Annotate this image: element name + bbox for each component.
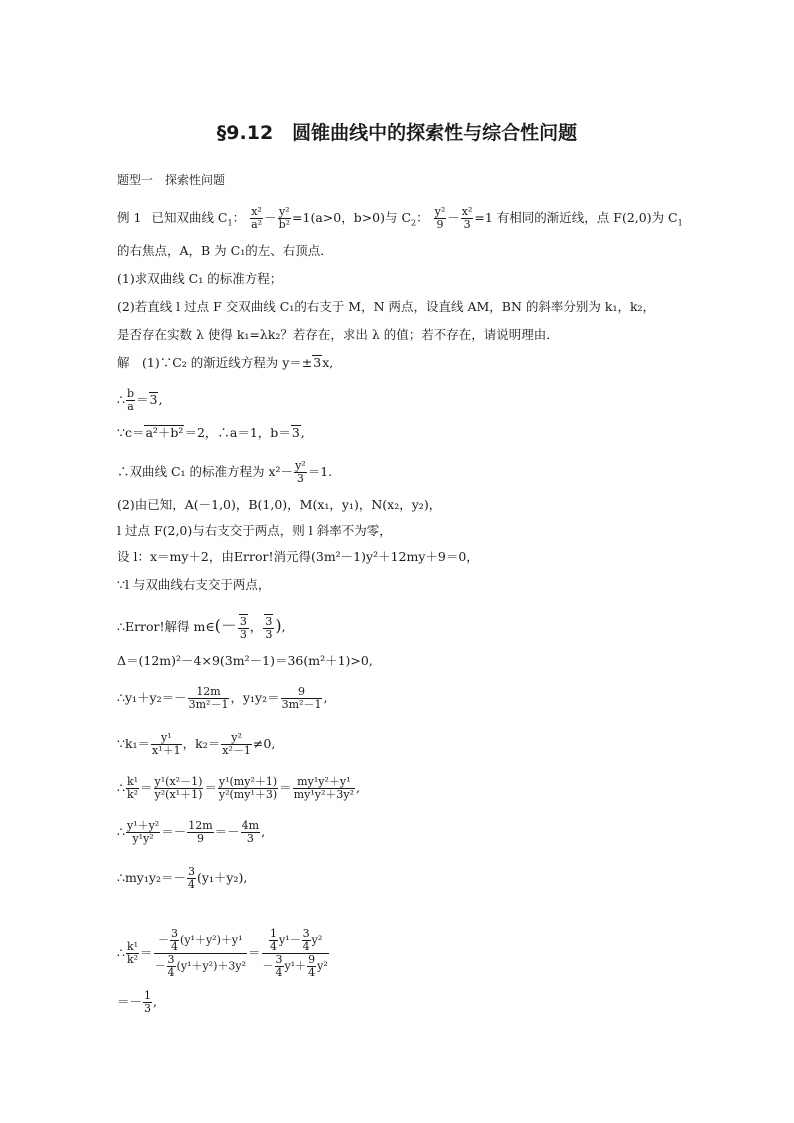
frac-den: 4 (187, 878, 195, 891)
fraction (221, 732, 252, 757)
paren: ) (275, 616, 282, 635)
solution-line-6: l 过点 F(2,0)与右支交于两点，则 l 斜率不为零， (117, 523, 392, 538)
fraction (188, 686, 230, 711)
frac-num: y¹＋y² (126, 819, 160, 832)
frac-den: 9 (196, 832, 204, 845)
question-2a: (2)若直线 l 过点 F 交双曲线 C₁的右支于 M，N 两点，设直线 AM，BN 的斜率分别为 k₁，k₂， (117, 299, 656, 314)
text: ＝－ (117, 994, 143, 1009)
text: ＝2，∴a＝1，b＝ (184, 425, 291, 440)
text: y² (317, 959, 328, 973)
frac-den: 4 (275, 966, 283, 979)
text: ∴ (117, 945, 125, 960)
frac-num: 3 (167, 953, 175, 966)
text: ∴ (117, 392, 125, 407)
text: y¹＋ (284, 959, 307, 973)
text: ∴双曲线 C₁ 的标准方程为 x²－ (117, 464, 294, 479)
frac-den: 4 (302, 940, 310, 953)
text: y¹－ (279, 933, 301, 947)
sqrt: 3 (149, 392, 158, 407)
frac-num: 3 (187, 865, 195, 878)
solution-line-17 (117, 990, 157, 1015)
text: ， (249, 619, 263, 634)
colon: ： (232, 210, 246, 225)
fraction (241, 820, 260, 845)
text: , (281, 619, 286, 634)
frac-num (262, 928, 329, 954)
solution-line-13 (117, 776, 360, 801)
fraction (154, 776, 204, 801)
sqrt: 3 (239, 615, 247, 628)
frac-den: 3 (144, 1002, 152, 1015)
example-lead: 已知双曲线 C (151, 210, 228, 225)
fraction (269, 928, 278, 953)
solution-line-3 (117, 425, 305, 441)
frac-den: 3m²－1 (281, 698, 322, 711)
fraction-sqrt3-3 (263, 614, 274, 641)
frac-num: y¹ (151, 732, 182, 745)
text: ∵c＝ (117, 425, 145, 440)
question-1: (1)求双曲线 C₁ 的标准方程； (117, 271, 283, 286)
subscript: 1 (227, 218, 233, 228)
frac-num: 1 (270, 927, 278, 940)
text: x, (322, 355, 334, 370)
frac-den: k² (126, 953, 139, 966)
sqrt: 3 (265, 615, 273, 628)
frac-num: 9 (281, 686, 323, 699)
solution-line-12 (117, 732, 275, 757)
frac-den: 3m²－1 (188, 698, 229, 711)
solution-line-4 (117, 460, 332, 485)
frac-num (238, 614, 249, 629)
frac-den: a² (251, 218, 263, 231)
minus-sign: － (264, 210, 277, 225)
frac-num: y¹(my²＋1) (218, 775, 278, 788)
frac-num: my¹y²＋y¹ (293, 776, 355, 789)
example-line-1 (117, 206, 683, 232)
frac-num: 4m (241, 819, 260, 832)
text: (y₁＋y₂), (196, 870, 248, 885)
example-label: 例 1 (117, 210, 142, 225)
frac-den: y²(my¹＋3) (218, 788, 278, 801)
fraction-y2-b2 (278, 206, 291, 231)
fraction (170, 928, 179, 953)
text: =1 有相同的渐近线，点 F(2,0)为 C (474, 210, 678, 225)
frac-den: 3 (463, 218, 471, 231)
frac-den: b² (278, 218, 291, 231)
fraction (275, 954, 284, 979)
fraction (187, 820, 213, 845)
text: (y¹＋y²)＋y¹ (180, 933, 243, 947)
text: ∴ (117, 824, 125, 839)
sqrt: 3 (313, 355, 322, 370)
subscript: 1 (677, 218, 683, 228)
frac-num: 9 (308, 953, 316, 966)
frac-num: y² (295, 459, 306, 472)
fraction-sqrt3-3 (238, 614, 249, 641)
frac-den (262, 954, 329, 979)
frac-den: 4 (171, 940, 179, 953)
solution-line-9 (117, 614, 286, 641)
frac-num: y² (278, 205, 290, 218)
text: , (153, 994, 157, 1009)
solution-line-16 (117, 928, 330, 979)
frac-den: 3 (265, 628, 273, 641)
frac-num: x² (251, 205, 262, 218)
text: ＝ (279, 780, 292, 795)
fraction (187, 866, 196, 891)
fraction-b-a (126, 388, 135, 413)
text: ，y₁y₂＝ (230, 690, 280, 705)
text: ＝ (248, 945, 261, 960)
text: (y¹＋y²)＋3y² (176, 959, 247, 973)
text: ＝ (140, 780, 153, 795)
page-title: §9.12 圆锥曲线中的探索性与综合性问题 (216, 122, 578, 144)
fraction-x2-a2 (250, 206, 263, 231)
frac-den: 3 (246, 832, 254, 845)
frac-num: 3 (171, 927, 179, 940)
frac-den: y¹y² (132, 832, 154, 845)
frac-num: k¹ (126, 775, 139, 788)
frac-num: y¹(x²－1) (154, 775, 203, 788)
fraction (218, 776, 278, 801)
text: ∴y₁＋y₂＝－ (117, 690, 187, 705)
frac-num: y² (221, 732, 252, 745)
text: ∴ (117, 780, 125, 795)
text: =1(a>0，b>0)与 C (292, 210, 412, 225)
paren: (－ (214, 616, 237, 635)
frac-num: 12m (188, 686, 230, 699)
frac-num: k¹ (126, 940, 139, 953)
solution-line-14 (117, 820, 265, 845)
fraction (167, 954, 176, 979)
text: ＝ (136, 392, 149, 407)
frac-den: x¹＋1 (152, 744, 181, 757)
frac-den: 4 (167, 966, 175, 979)
fraction (126, 820, 160, 845)
frac-den: 3 (239, 628, 247, 641)
text: ∵k₁＝ (117, 736, 151, 751)
solution-line-2 (117, 388, 162, 413)
solution-line-8: ∵l 与双曲线右支交于两点， (117, 577, 271, 592)
frac-num: y² (434, 205, 446, 218)
compound-fraction (154, 928, 247, 979)
solution-line-5: (2)由已知，A(－1,0)，B(1,0)，M(x₁，y₁)，N(x₂，y₂)， (117, 497, 442, 512)
text: ＝－ (214, 824, 240, 839)
text: ＝－ (161, 824, 187, 839)
colon: ： (416, 210, 429, 225)
frac-den: a (127, 400, 134, 413)
text: ∴Error!解得 m∈ (117, 619, 215, 634)
frac-den: 9 (436, 218, 444, 231)
frac-num: 1 (144, 989, 152, 1002)
frac-num (263, 614, 274, 629)
fraction (143, 990, 152, 1015)
text: 解 (1)∵C₂ 的渐近线方程为 y＝± (117, 355, 313, 370)
minus-sign: － (447, 210, 460, 225)
frac-den: my¹y²＋3y² (293, 788, 354, 801)
text: － (262, 959, 274, 973)
solution-line-15 (117, 866, 247, 891)
fraction-y2-9 (434, 206, 447, 231)
fraction (281, 686, 323, 711)
question-2b: 是否存在实数 λ 使得 k₁=λk₂？若存在，求出 λ 的值；若不存在，请说明理由． (117, 327, 559, 342)
text: , (355, 780, 360, 795)
fraction (126, 776, 139, 801)
frac-den (154, 954, 247, 979)
fraction-x2-3 (461, 206, 474, 231)
text: y² (311, 933, 323, 947)
compound-fraction (262, 928, 329, 979)
sqrt: a²＋b² (145, 425, 184, 440)
frac-den: k² (126, 788, 139, 801)
text: ，k₂＝ (182, 736, 221, 751)
frac-num: 3 (302, 927, 310, 940)
solution-line-7: 设 l：x＝my＋2，由Error!消元得(3m²－1)y²＋12my＋9＝0， (117, 549, 479, 564)
solution-line-11 (117, 686, 327, 711)
frac-num: b (126, 387, 134, 400)
text: － (158, 933, 170, 947)
fraction (151, 732, 182, 757)
example-line-2: 的右焦点，A，B 为 C₁的左、右顶点． (117, 243, 333, 258)
frac-den: 4 (308, 966, 316, 979)
fraction-y2-3 (294, 460, 307, 485)
text: － (154, 959, 166, 973)
text: ＝ (204, 780, 217, 795)
text: ＝1. (307, 464, 333, 479)
text: , (158, 392, 163, 407)
text: , (300, 425, 305, 440)
section-heading: 题型一 探索性问题 (117, 173, 226, 187)
text: ∴my₁y₂＝－ (117, 870, 186, 885)
frac-den: y²(x¹＋1) (154, 788, 203, 801)
frac-den: x²－1 (222, 744, 251, 757)
frac-num: 12m (188, 819, 213, 832)
frac-den: 4 (270, 940, 278, 953)
frac-num: 3 (275, 953, 283, 966)
subscript: 2 (411, 218, 417, 228)
frac-den: 3 (296, 472, 304, 485)
text: , (261, 824, 266, 839)
fraction (302, 928, 311, 953)
frac-num: x² (461, 205, 473, 218)
fraction (293, 776, 355, 801)
fraction (126, 941, 139, 966)
frac-num (154, 928, 247, 954)
fraction (307, 954, 316, 979)
solution-line-10: Δ＝(12m)²－4×9(3m²－1)＝36(m²＋1)>0, (117, 653, 373, 668)
text: , (323, 690, 328, 705)
sqrt: 3 (291, 425, 300, 440)
solution-line-1 (117, 355, 333, 371)
text: ＝ (140, 945, 153, 960)
text: ≠0, (252, 736, 276, 751)
